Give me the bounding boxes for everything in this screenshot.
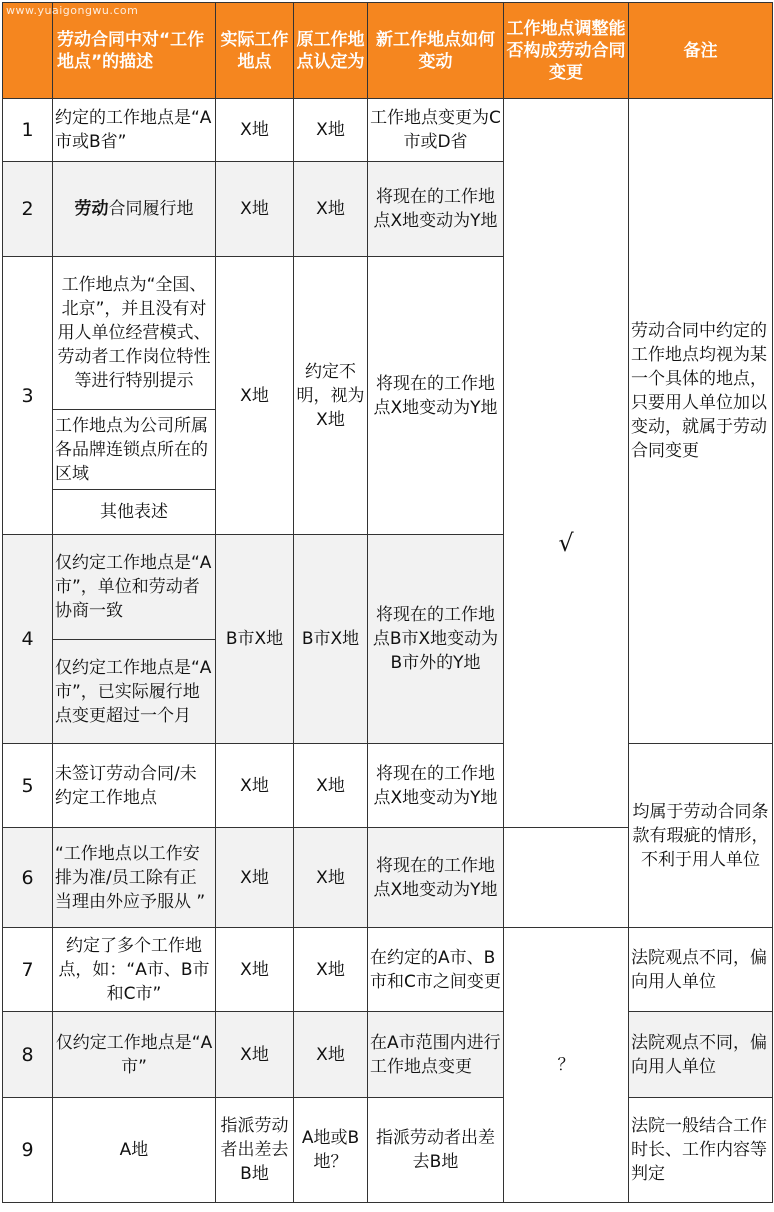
row-number: 6 — [3, 828, 53, 928]
row-description: “工作地点以工作安排为准/员工除有正当理由外应予服从 ” — [53, 828, 216, 928]
row-original-location: X地 — [294, 1012, 368, 1098]
watermark-text: www.yuaigongwu.com — [6, 4, 139, 17]
table-row — [3, 928, 773, 1012]
remark-row8-cell: 法院观点不同，偏向用人单位 — [629, 1012, 773, 1098]
row-new-location: 将现在的工作地点B市X地变动为B市外的Y地 — [368, 535, 504, 744]
row-description: A地 — [53, 1098, 216, 1203]
row-description-bold: 劳动 — [74, 199, 109, 219]
header-new-location: 新工作地点如何变动 — [368, 3, 504, 99]
row-description — [53, 162, 216, 257]
remark-row9-cell: 法院一般结合工作时长、工作内容等判定 — [629, 1098, 773, 1203]
header-constitutes-change: 工作地点调整能否构成劳动合同变更 — [504, 3, 629, 99]
row-number: 7 — [3, 928, 53, 1012]
row-original-location: X地 — [294, 828, 368, 928]
table-row — [3, 744, 773, 828]
row-description: 约定的工作地点是“A市或B省” — [53, 99, 216, 162]
row-original-location: 约定不明，视为X地 — [294, 257, 368, 535]
row-actual-location: X地 — [216, 162, 294, 257]
row-new-location: 在约定的A市、B市和C市之间变更 — [368, 928, 504, 1012]
row-number: 9 — [3, 1098, 53, 1203]
remark-group2-cell: 均属于劳动合同条款有瑕疵的情形，不利于用人单位 — [629, 744, 773, 928]
workplace-change-table — [2, 2, 773, 1203]
row-description: 工作地点为“全国、北京”，并且没有对用人单位经营模式、劳动者工作岗位特性等进行特别提示 — [53, 257, 216, 410]
row-original-location: X地 — [294, 928, 368, 1012]
row-new-location: 工作地点变更为C市或D省 — [368, 99, 504, 162]
row-description: 仅约定工作地点是“A市”，单位和劳动者协商一致 — [53, 535, 216, 640]
row-description: 仅约定工作地点是“A市”，已实际履行地点变更超过一个月 — [53, 640, 216, 744]
remark-row7-cell: 法院观点不同，偏向用人单位 — [629, 928, 773, 1012]
row-new-location: 将现在的工作地点X地变动为Y地 — [368, 828, 504, 928]
remark-group1-text: 劳动合同中约定的工作地点均视为某一个具体的地点，只要用人单位加以变动，就属于劳动合同变更 — [631, 321, 767, 461]
row-new-location: 将现在的工作地点X地变动为Y地 — [368, 257, 504, 535]
row-original-location: X地 — [294, 162, 368, 257]
row-actual-location: X地 — [216, 99, 294, 162]
header-remarks: 备注 — [629, 3, 773, 99]
table-row — [3, 1012, 773, 1098]
header-description: 劳动合同中对“工作地点”的描述 — [53, 3, 216, 99]
row-original-location: A地或B地？ — [294, 1098, 368, 1203]
verdict-yes-cell: √ — [504, 99, 629, 828]
row-number: 8 — [3, 1012, 53, 1098]
row-number: 1 — [3, 99, 53, 162]
row-new-location: 指派劳动者出差去B地 — [368, 1098, 504, 1203]
verdict-unsure-cell: ？ — [504, 928, 629, 1203]
row-actual-location: X地 — [216, 928, 294, 1012]
row-number: 3 — [3, 257, 53, 535]
row-number: 2 — [3, 162, 53, 257]
row-description: 仅约定工作地点是“A市” — [53, 1012, 216, 1098]
table-row — [3, 99, 773, 162]
row-actual-location: 指派劳动者出差去B地 — [216, 1098, 294, 1203]
row-actual-location: X地 — [216, 1012, 294, 1098]
row-description-rest: 合同履行地 — [108, 199, 194, 219]
row-original-location: X地 — [294, 744, 368, 828]
row-actual-location: B市X地 — [216, 535, 294, 744]
row-original-location: B市X地 — [294, 535, 368, 744]
row-original-location: X地 — [294, 99, 368, 162]
row-new-location: 将现在的工作地点X地变动为Y地 — [368, 744, 504, 828]
row-description: 未签订劳动合同/未约定工作地点 — [53, 744, 216, 828]
header-original-location: 原工作地点认定为 — [294, 3, 368, 99]
row-number: 4 — [3, 535, 53, 744]
row-new-location: 在A市范围内进行工作地点变更 — [368, 1012, 504, 1098]
row-actual-location: X地 — [216, 828, 294, 928]
row-new-location: 将现在的工作地点X地变动为Y地 — [368, 162, 504, 257]
row-actual-location: X地 — [216, 744, 294, 828]
table-row — [3, 1098, 773, 1203]
row-description: 工作地点为公司所属各品牌连锁点所在的区域 — [53, 410, 216, 490]
row-number: 5 — [3, 744, 53, 828]
row-description: 其他表述 — [53, 490, 216, 535]
header-actual-location: 实际工作地点 — [216, 3, 294, 99]
remark-group1-cell — [629, 99, 773, 744]
row-description: 约定了多个工作地点，如：“A市、B市和C市” — [53, 928, 216, 1012]
row-actual-location: X地 — [216, 257, 294, 535]
